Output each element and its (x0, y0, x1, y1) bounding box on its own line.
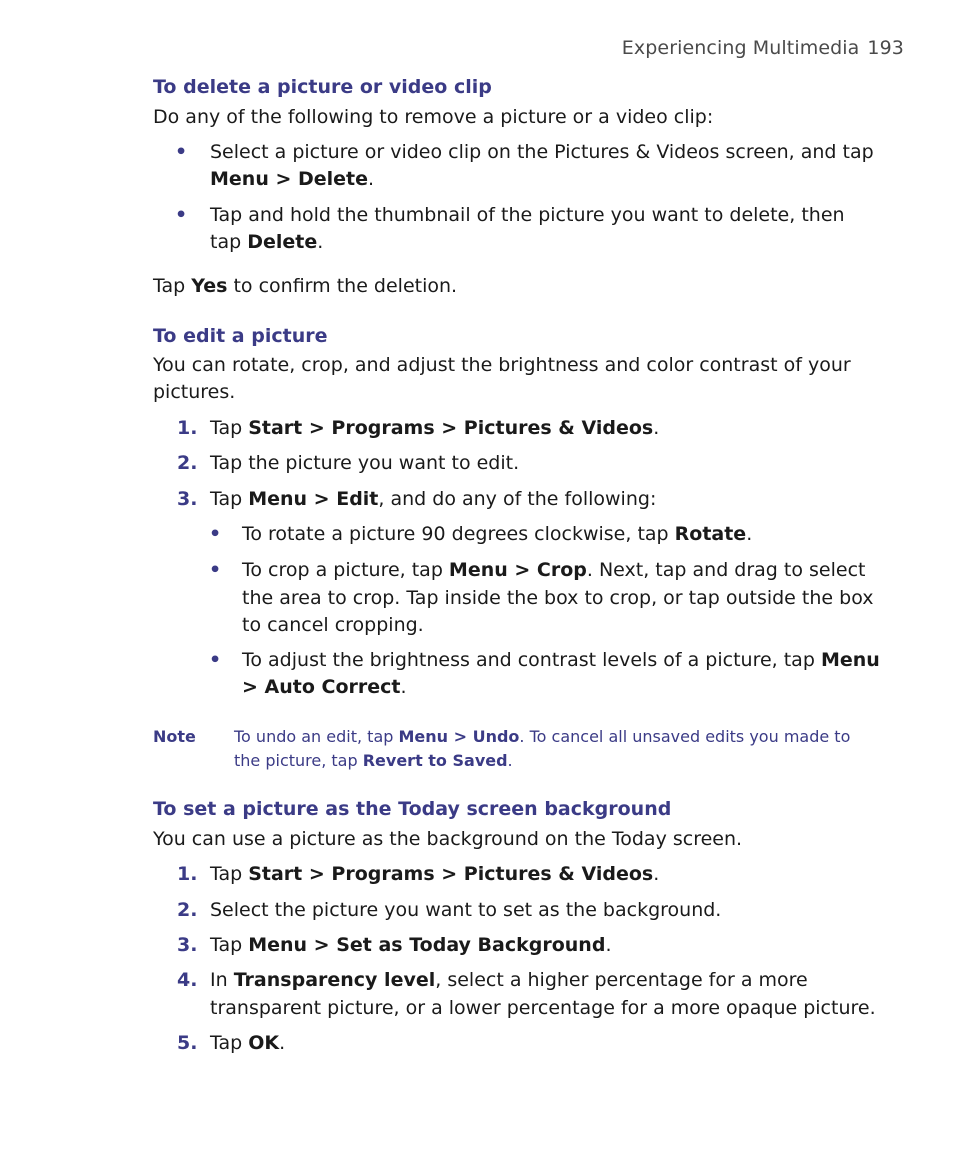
bullet: • (209, 649, 222, 671)
heading-delete: To delete a picture or video clip (153, 76, 492, 98)
page-header (622, 37, 904, 59)
step-number: 3. (177, 934, 198, 956)
section-title: Experiencing Multimedia (621, 37, 860, 59)
bullet: • (175, 141, 188, 163)
edit-intro-line1: You can rotate, crop, and adjust the brightness and color contrast of your (153, 354, 851, 376)
bullet: • (209, 559, 222, 581)
note-text-line2: the picture, tap Revert to Saved. (234, 751, 513, 770)
step-number: 4. (177, 969, 198, 991)
page-number: 193 (867, 37, 904, 59)
edit-intro-line2: pictures. (153, 381, 236, 403)
step-number: 2. (177, 452, 198, 474)
note-label: Note (153, 727, 196, 746)
step-number: 5. (177, 1032, 198, 1054)
step-number: 1. (177, 417, 198, 439)
heading-edit: To edit a picture (153, 325, 328, 347)
delete-confirm: Tap Yes to confirm the deletion. (153, 275, 458, 297)
delete-intro: Do any of the following to remove a picture or a video clip: (153, 106, 714, 128)
step-number: 3. (177, 488, 198, 510)
heading-background: To set a picture as the Today screen background (153, 798, 672, 820)
step-number: 1. (177, 863, 198, 885)
note-text-line1: To undo an edit, tap Menu > Undo. To cancel all unsaved edits you made to (234, 727, 851, 746)
step-number: 2. (177, 899, 198, 921)
bullet: • (209, 523, 222, 545)
background-intro: You can use a picture as the background on the Today screen. (153, 828, 743, 850)
bullet: • (175, 204, 188, 226)
